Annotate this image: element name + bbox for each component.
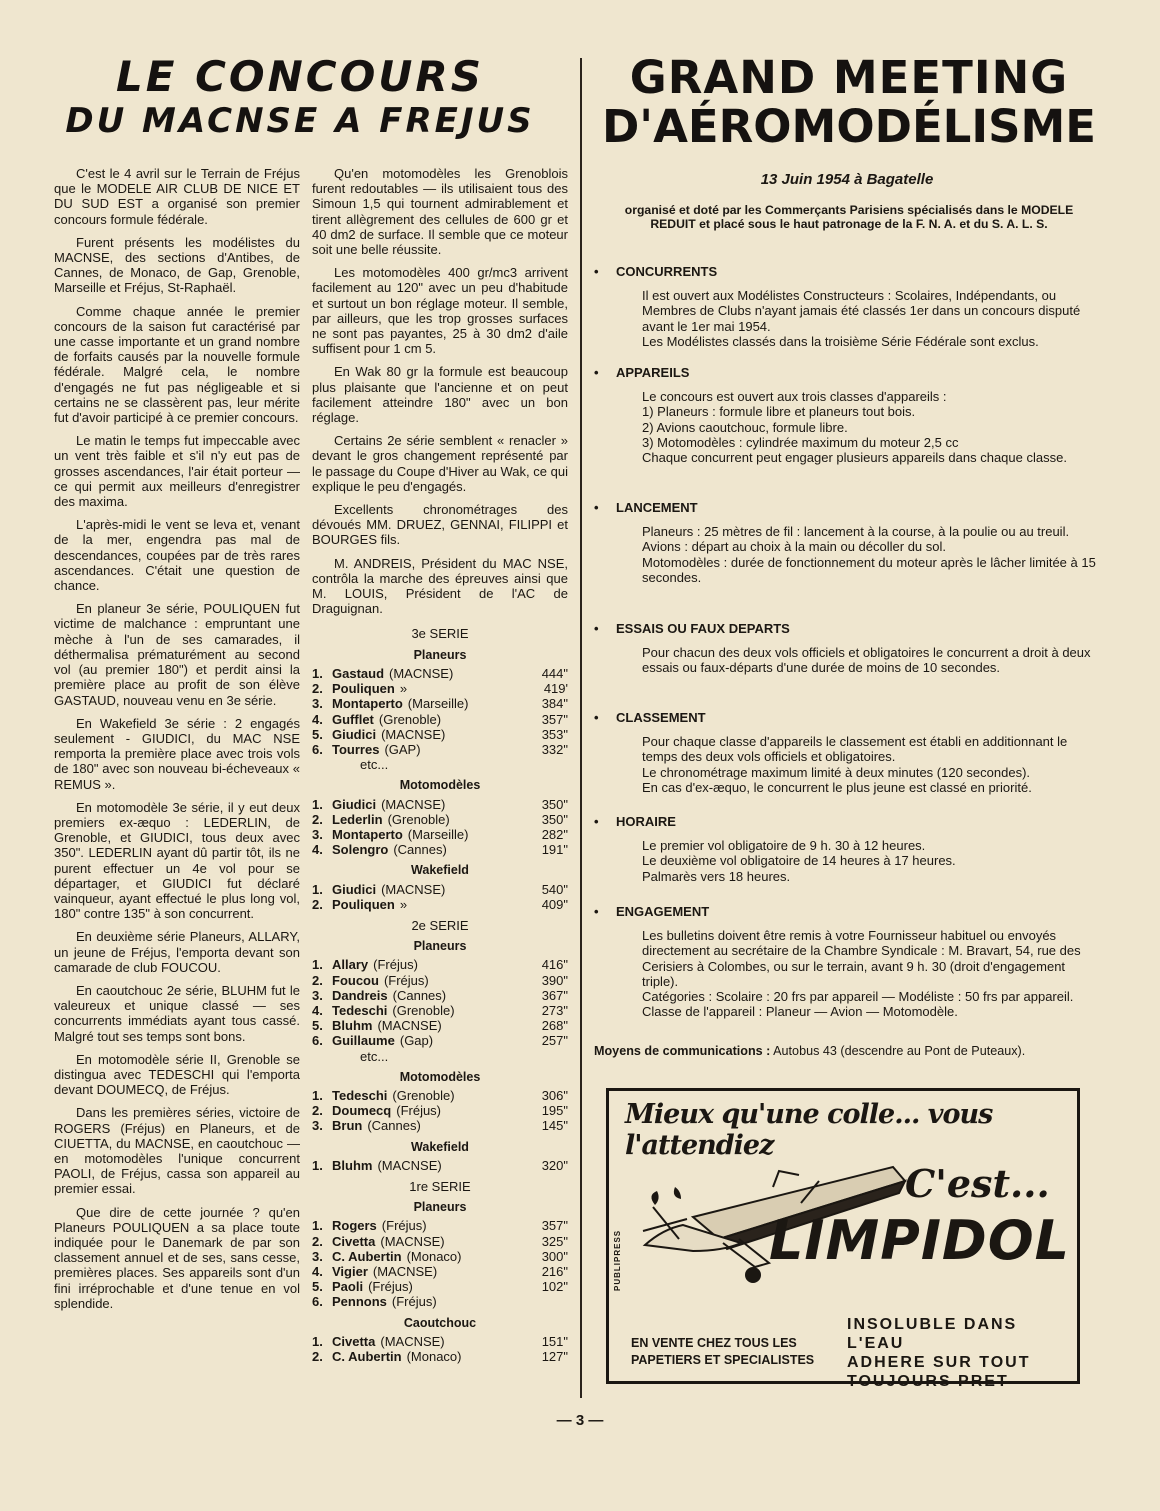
result-club: (Marseille) (407, 826, 469, 842)
result-time: 273" (541, 1002, 568, 1018)
result-row (312, 797, 568, 812)
result-rank: 1. (312, 1333, 323, 1349)
result-name: Civetta (332, 1333, 376, 1349)
column-divider (580, 58, 582, 1398)
result-row (312, 1218, 568, 1233)
result-time: 216" (541, 1264, 568, 1279)
ad-claim: INSOLUBLE DANS L'EAU (847, 1316, 1018, 1352)
result-time: 195" (541, 1103, 568, 1119)
paragraph: Dans les premières séries, victoire de ROGERS (Fréjus) en Planeurs, et de CIUETTA, du MACNSE, en caoutchouc — en motomodèles l'unique concurrent PAOLI, de Fréjus, cassa son appareil au premier essai. (54, 1105, 300, 1197)
result-name: Foucou (332, 972, 379, 988)
paragraph: Excellents chronométrages des dévoués MM. DRUEZ, GENNAI, FILIPPI et BOURGES fils. (312, 502, 568, 548)
result-name: Vigier (332, 1264, 368, 1279)
result-name: Montaperto (332, 696, 403, 712)
result-rank: 5. (312, 1279, 323, 1295)
result-rank: 2. (312, 811, 323, 827)
result-club: (MACNSE) (381, 881, 446, 897)
result-club: (Gap) (399, 1033, 434, 1049)
result-club: (MACNSE) (372, 1264, 438, 1279)
section-title: APPAREILS (616, 365, 690, 380)
bullet-icon: • (594, 500, 599, 515)
paragraph: M. ANDREIS, Président du MAC NSE, contrôla la marche des épreuves ainsi que M. LOUIS, Président de l'AC de Draguignan. (312, 555, 568, 617)
result-name: Montaperto (332, 826, 403, 842)
paragraph: En planeur 3e série, POULIQUEN fut victime de malchance : empruntant une mèche à l'un de ses camarades, il déthermalisa prématurément au second vol (au premier 180") et perdit ainsi la première place au profit de son élève GASTAUD, nouveau venu en 3e série. (54, 601, 300, 708)
bullet-icon: • (594, 264, 599, 279)
result-row (312, 742, 568, 757)
paragraph: Comme chaque année le premier concours de la saison fut caractérisé par une casse importante et un grand nombre de forfaits causés par la nouvelle formule fédérale. Malgré cela, le nombre d'engagés ne fut pas négligeable et si certains ne se classèrent pas, leur mérite fut d'avoir participé à ce premier concours. (54, 303, 300, 426)
result-club: (Monaco) (406, 1349, 462, 1365)
left-title-line2: DU MACNSE A FREJUS (65, 101, 535, 141)
paragraph: L'après-midi le vent se leva et, venant de la mer, engendra pas mal de descendances, coupées par de très rares ascendances. C'était une question de chance. (54, 517, 300, 594)
ad-sale-info (631, 1335, 814, 1369)
result-name: Guillaume (332, 1033, 395, 1049)
result-club: (Fréjus) (373, 957, 418, 973)
section-line: Il est ouvert aux Modélistes Constructeurs : Scolaires, Indépendants, ou Membres de Clubs n'ayant jamais été classés 1er dans un concours disputé avant le 1er mai 1954. (642, 288, 1081, 334)
transport-info (594, 1044, 1104, 1058)
result-rank: 3. (312, 696, 323, 712)
result-name: Giudici (332, 726, 377, 742)
bullet-icon: • (594, 904, 599, 919)
result-club: (Grenoble) (392, 1087, 455, 1103)
result-time: 332" (541, 741, 568, 757)
paragraph: Furent présents les modélistes du MACNSE, des sections d'Antibes, de Cannes, de Monaco, de Gap, Grenoble, Marseille et Fréjus, St-Raphaël. (54, 234, 300, 296)
result-name: Pouliquen (332, 681, 395, 697)
result-rank: 1. (312, 1157, 323, 1173)
result-time: 367" (541, 987, 568, 1003)
transport-label: Moyens de communications : (594, 1044, 771, 1058)
result-time: 444" (541, 665, 568, 681)
result-club: (Monaco) (406, 1248, 462, 1264)
result-rank: 1. (312, 796, 323, 812)
ad-sale-line: PAPETIERS ET SPECIALISTES (631, 1353, 815, 1367)
section-line: Catégories : Scolaire : 20 frs par appareil — Modéliste : 50 frs par appareil. (642, 989, 1074, 1005)
right-title-line2: D'AÉROMODÉLISME (601, 99, 1097, 153)
result-rank: 2. (312, 896, 323, 912)
result-rank: 6. (312, 1294, 323, 1310)
bullet-icon: • (594, 814, 599, 829)
result-rank: 2. (312, 1103, 323, 1119)
result-rank: 1. (312, 957, 323, 973)
result-time: 409" (541, 896, 568, 912)
paragraph: Qu'en motomodèles les Grenoblois furent redoutables — ils utilisaient tous des Simoun 1,5 qui tournent admirablement et tirent allègrement des cellules de 600 gr et 40 dm2 de surface. Il semble que ce moteur soit une belle réussite. (312, 166, 568, 258)
result-row (312, 882, 568, 897)
result-rank: 1. (312, 1218, 323, 1234)
result-club: (Cannes) (393, 842, 447, 858)
result-row (312, 1264, 568, 1279)
paragraph: Certains 2e série semblent « renacler » devant le gros changement représenté par le passage du Coupe d'Hiver au Wak, ce qui explique le peu d'engagés. (312, 433, 568, 494)
section-line: Planeurs : 25 mètres de fil : lancement à la course, à la poulie ou au treuil. (642, 524, 1070, 540)
result-club: » (399, 896, 408, 912)
result-rank: 6. (312, 1033, 323, 1049)
result-rank: 4. (312, 1264, 323, 1279)
left-title-line1: LE CONCOURS (116, 52, 484, 101)
result-rank: 2. (312, 972, 323, 988)
result-name: Rogers (332, 1218, 377, 1234)
result-rank: 4. (312, 711, 323, 727)
ad-slogan: Mieux qu'une colle... vous l'attendiez (625, 1099, 993, 1161)
result-time: 384" (541, 696, 568, 712)
category-title: Planeurs (413, 647, 467, 662)
result-name: Giudici (332, 881, 377, 897)
result-club: (GAP) (384, 741, 421, 757)
result-row (312, 842, 568, 857)
result-name: Tedeschi (332, 1087, 388, 1103)
result-time: 282" (541, 826, 568, 842)
section-title: ESSAIS OU FAUX DEPARTS (616, 621, 790, 636)
result-rank: 5. (312, 1018, 323, 1034)
result-time: 145" (541, 1118, 568, 1134)
result-club: (Fréjus) (391, 1294, 437, 1310)
category-title: Wakefield (411, 863, 469, 878)
result-club: (Grenoble) (378, 711, 442, 727)
ad-claim: ADHERE SUR TOUT (847, 1354, 1031, 1371)
result-row (312, 1349, 568, 1364)
section-line: 1) Planeurs : formule libre et planeurs tout bois. (642, 404, 916, 420)
result-time: 268" (541, 1018, 568, 1034)
result-rank: 3. (312, 987, 323, 1003)
category-title: Motomodèles (399, 778, 481, 793)
section-concurrents (594, 264, 1104, 349)
section-title: CLASSEMENT (616, 710, 706, 725)
result-time: 257" (541, 1033, 568, 1049)
result-club: (Fréjus) (396, 1103, 442, 1119)
section-title: LANCEMENT (616, 500, 698, 515)
result-name: Brun (332, 1118, 363, 1134)
result-row (312, 812, 568, 827)
result-row (312, 988, 568, 1003)
section-line: Le concours est ouvert aux trois classes d'appareils : (642, 389, 947, 405)
result-row (312, 1033, 568, 1048)
right-article-title (594, 51, 1104, 153)
result-club: (MACNSE) (377, 1157, 442, 1173)
result-time: 419' (543, 681, 568, 697)
section-title: HORAIRE (616, 814, 676, 829)
result-rank: 2. (312, 1233, 323, 1249)
paragraph: En deuxième série Planeurs, ALLARY, un jeune de Fréjus, l'emporta devant son camarade de club FOUCOU. (54, 929, 300, 975)
result-name: Paoli (332, 1279, 364, 1295)
section-horaire (594, 814, 1104, 884)
section-line: 2) Avions caoutchouc, formule libre. (642, 419, 848, 435)
result-row (312, 1088, 568, 1103)
result-rank: 2. (312, 681, 323, 697)
result-club: (MACNSE) (389, 665, 454, 681)
result-name: Pennons (332, 1294, 387, 1310)
result-club: (MACNSE) (380, 1233, 445, 1249)
result-row (312, 1294, 568, 1309)
result-name: Allary (332, 957, 369, 973)
section-line: Pour chaque classe d'appareils le classement est établi en additionnant le temps des deux vols officiels et obligatoires. (642, 734, 1068, 765)
result-row (312, 827, 568, 842)
bullet-icon: • (594, 710, 599, 725)
result-time: 127" (541, 1349, 568, 1365)
result-time: 320" (541, 1157, 568, 1173)
result-name: Giudici (332, 796, 377, 812)
paragraph: En Wak 80 gr la formule est beaucoup plus plaisante que l'ancienne et on peut facilement atteindre 180" avec un bon réglage. (312, 364, 568, 426)
article-column-1 (54, 166, 300, 1319)
ad-cest-text: C'est... (905, 1161, 1050, 1206)
result-name: Solengro (332, 842, 389, 858)
result-rank: 1. (312, 881, 323, 897)
result-rank: 5. (312, 726, 323, 742)
section-title: ENGAGEMENT (616, 904, 710, 919)
result-club: (MACNSE) (381, 796, 446, 812)
result-rank: 3. (312, 1118, 323, 1134)
result-club: (MACNSE) (381, 726, 446, 742)
result-name: Tedeschi (332, 1002, 388, 1018)
result-rank: 6. (312, 741, 323, 757)
ad-sale-line: EN VENTE CHEZ TOUS LES (631, 1336, 797, 1350)
result-time: 357" (541, 1218, 568, 1234)
ad-brand-name: LIMPIDOL (769, 1209, 1071, 1272)
section-appareils (594, 365, 1104, 465)
section-classement (594, 710, 1104, 795)
section-line: Le chronométrage maximum limité à deux minutes (120 secondes). (642, 764, 1031, 780)
category-title: Motomodèles (399, 1069, 481, 1084)
result-time: 416" (541, 957, 568, 973)
paragraph: Les motomodèles 400 gr/mc3 arrivent facilement au 120" avec un peu d'habitude et surtout un bon réglage moteur. Il semble, par ailleurs, que les trop grosses surfaces ne sont pas payantes, 25 à 30 dm2 d'aile suffisent pour 1 cm 5. (312, 265, 568, 357)
right-title-line1: GRAND MEETING (629, 51, 1069, 104)
transport-text: Autobus 43 (descendre au Pont de Puteaux). (773, 1044, 1026, 1058)
section-line: 3) Motomodèles : cylindrée maximum du moteur 2,5 cc (642, 434, 959, 450)
result-name: Bluhm (332, 1018, 373, 1034)
section-line: Pour chacun des deux vols officiels et obligatoires le concurrent a droit à deux essais ou faux-départs d'une durée de moins de 10 secondes. (642, 645, 1091, 676)
result-row (312, 897, 568, 912)
result-row (312, 681, 568, 696)
result-club: (Fréjus) (383, 972, 429, 988)
result-row (312, 727, 568, 742)
ad-claim: TOUJOURS PRET (847, 1373, 1009, 1390)
page-number: — 3 — (556, 1412, 604, 1429)
meeting-date: 13 Juin 1954 à Bagatelle (760, 171, 934, 188)
result-name: Tourres (332, 741, 380, 757)
result-name: Doumecq (332, 1103, 392, 1119)
result-name: Gufflet (332, 711, 374, 727)
result-name: Bluhm (332, 1157, 373, 1173)
result-etc: etc... (360, 757, 389, 773)
section-lancement (594, 500, 1104, 585)
paragraph: En motomodèle série II, Grenoble se distingua avec TEDESCHI qui l'emporta devant DOUMECQ, de Fréjus. (54, 1051, 300, 1098)
result-row (312, 957, 568, 972)
paragraph: Le matin le temps fut impeccable avec un vent très faible et s'il n'y eut pas de grosses ascendances, l'air était porteur — ce qui permit aux meilleurs d'enregistrer des maxima. (54, 433, 300, 510)
result-rank: 4. (312, 842, 323, 858)
section-line: Palmarès vers 18 heures. (642, 868, 791, 884)
result-club: (Fréjus) (368, 1279, 413, 1295)
left-article-title (30, 52, 570, 141)
section-line: Le deuxième vol obligatoire de 14 heures à 17 heures. (642, 853, 956, 869)
section-essais (594, 621, 1104, 676)
result-row (312, 1103, 568, 1118)
result-row (312, 666, 568, 681)
serie-title: 1re SERIE (409, 1178, 471, 1194)
result-club: (MACNSE) (380, 1333, 445, 1349)
result-row (312, 1279, 568, 1294)
result-name: Dandreis (332, 987, 388, 1003)
result-row (312, 696, 568, 711)
section-line: Classe de l'appareil : Planeur — Avion — Motomodèle. (642, 1004, 958, 1020)
result-time: 353" (541, 726, 568, 742)
section-engagement (594, 904, 1104, 1019)
limpidol-advertisement (606, 1088, 1080, 1390)
result-rank: 4. (312, 1002, 323, 1018)
result-time: 325" (541, 1233, 568, 1249)
section-line: Avions : départ au choix à la main ou décoller du sol. (642, 539, 946, 555)
result-name: Gastaud (332, 665, 385, 681)
result-time: 102" (541, 1279, 568, 1295)
result-rank: 2. (312, 1349, 323, 1365)
category-title: Wakefield (411, 1139, 469, 1154)
result-rank: 3. (312, 1248, 323, 1264)
result-club: (Cannes) (367, 1118, 421, 1134)
result-time: 350" (541, 811, 568, 827)
result-row (312, 1234, 568, 1249)
results-tables (312, 626, 568, 1364)
result-club: (Fréjus) (381, 1218, 427, 1234)
ad-credit: PUBLIPRESS (613, 1229, 622, 1291)
section-line: Les bulletins doivent être remis à votre Fournisseur habituel ou envoyés directement au secrétaire de la Chambre Syndicale : M. Bravart, 54, rue des Cerisiers à Colombes, ou sur le terrain, avant 9 h. 30 (droit d'engagement triple). (642, 928, 1081, 989)
section-line: Motomodèles : durée de fonctionnement du moteur après le lâcher limitée à 15 secondes. (642, 554, 1096, 585)
result-time: 390" (541, 972, 568, 988)
result-rank: 3. (312, 826, 323, 842)
section-line: Le premier vol obligatoire de 9 h. 30 à 12 heures. (642, 838, 926, 854)
result-etc: etc... (360, 1048, 389, 1064)
result-rank: 1. (312, 665, 323, 681)
result-time: 300" (541, 1248, 568, 1264)
result-club: (Grenoble) (387, 811, 450, 827)
category-title: Caoutchouc (403, 1315, 477, 1330)
article-column-2 (312, 166, 568, 1364)
result-time: 306" (541, 1087, 568, 1103)
result-name: Pouliquen (332, 896, 395, 912)
result-club: » (399, 681, 408, 697)
section-line: Les Modélistes classés dans la troisième Série Fédérale sont exclus. (642, 333, 1039, 349)
paragraph: En caoutchouc 2e série, BLUHM fut le valeureux et unique classé — ses concurrents immédiats ayant tous cassé. Malgré tout ses temps sont bons. (54, 982, 300, 1044)
result-club: (Grenoble) (392, 1002, 455, 1018)
bullet-icon: • (594, 365, 599, 380)
category-title: Planeurs (413, 1200, 467, 1215)
result-row (312, 1003, 568, 1018)
serie-title: 2e SERIE (411, 917, 469, 933)
section-title: CONCURRENTS (616, 264, 718, 279)
result-row (312, 1158, 568, 1173)
result-name: Civetta (332, 1233, 376, 1249)
result-name: C. Aubertin (332, 1248, 402, 1264)
section-line: En cas d'ex-æquo, le concurrent le plus jeune est classé en priorité. (642, 779, 1032, 795)
result-row (312, 1249, 568, 1264)
paragraph: En motomodèle 3e série, il y eut deux premiers ex-æquo : LEDERLIN, de Grenoble, et GIUDICI, tous deux avec 350". LEDERLIN ayant dû partir tôt, ils ne purent effectuer un 4e vol pour se départager, et GIUDICI fut déclaré vainqueur, ayant effectué le plus long vol, 180" contre 135" à son concurrent. (54, 799, 300, 922)
result-name: C. Aubertin (332, 1349, 402, 1365)
result-club: (Marseille) (407, 696, 469, 712)
result-row (312, 1334, 568, 1349)
result-time: 151" (541, 1333, 568, 1349)
organisation-note: organisé et doté par les Commerçants Parisiens spécialisés dans le MODELE REDUIT et placé sous le haut patronage de la F. N. A. et du S. A. L. S. (624, 203, 1074, 231)
result-club: (Cannes) (392, 987, 447, 1003)
result-row (312, 973, 568, 988)
result-time: 350" (541, 796, 568, 812)
result-club: (MACNSE) (377, 1018, 442, 1034)
result-time: 357" (541, 711, 568, 727)
paragraph: Que dire de cette journée ? qu'en Planeurs POULIQUEN a sa place toute indiquée pour le Danemark de par son classement annuel et de ses, sans cesse, premières places. Ses appareils sont d'un fini irréprochable et d'une tenue en vol splendide. (54, 1204, 300, 1311)
result-time: 540" (541, 881, 568, 897)
paragraph: En Wakefield 3e série : 2 engagés seulement - GIUDICI, du MAC NSE remporta la première place avec trois vols de 180" avec son nouveau bi-écheveaux « REMUS ». (54, 715, 300, 792)
category-title: Planeurs (413, 939, 467, 954)
paragraph: C'est le 4 avril sur le Terrain de Fréjus que le MODELE AIR CLUB DE NICE ET DU SUD EST a organisé son premier concours formule fédérale. (54, 166, 300, 227)
result-time: 191" (541, 842, 568, 858)
section-line: Chaque concurrent peut engager plusieurs appareils dans chaque classe. (642, 450, 1067, 466)
result-rank: 1. (312, 1087, 323, 1103)
ad-product-claims (847, 1315, 1077, 1391)
serie-title: 3e SERIE (411, 626, 469, 642)
result-row (312, 1118, 568, 1133)
result-name: Lederlin (332, 811, 383, 827)
result-row (312, 1018, 568, 1033)
result-row (312, 712, 568, 727)
bullet-icon: • (594, 621, 599, 636)
